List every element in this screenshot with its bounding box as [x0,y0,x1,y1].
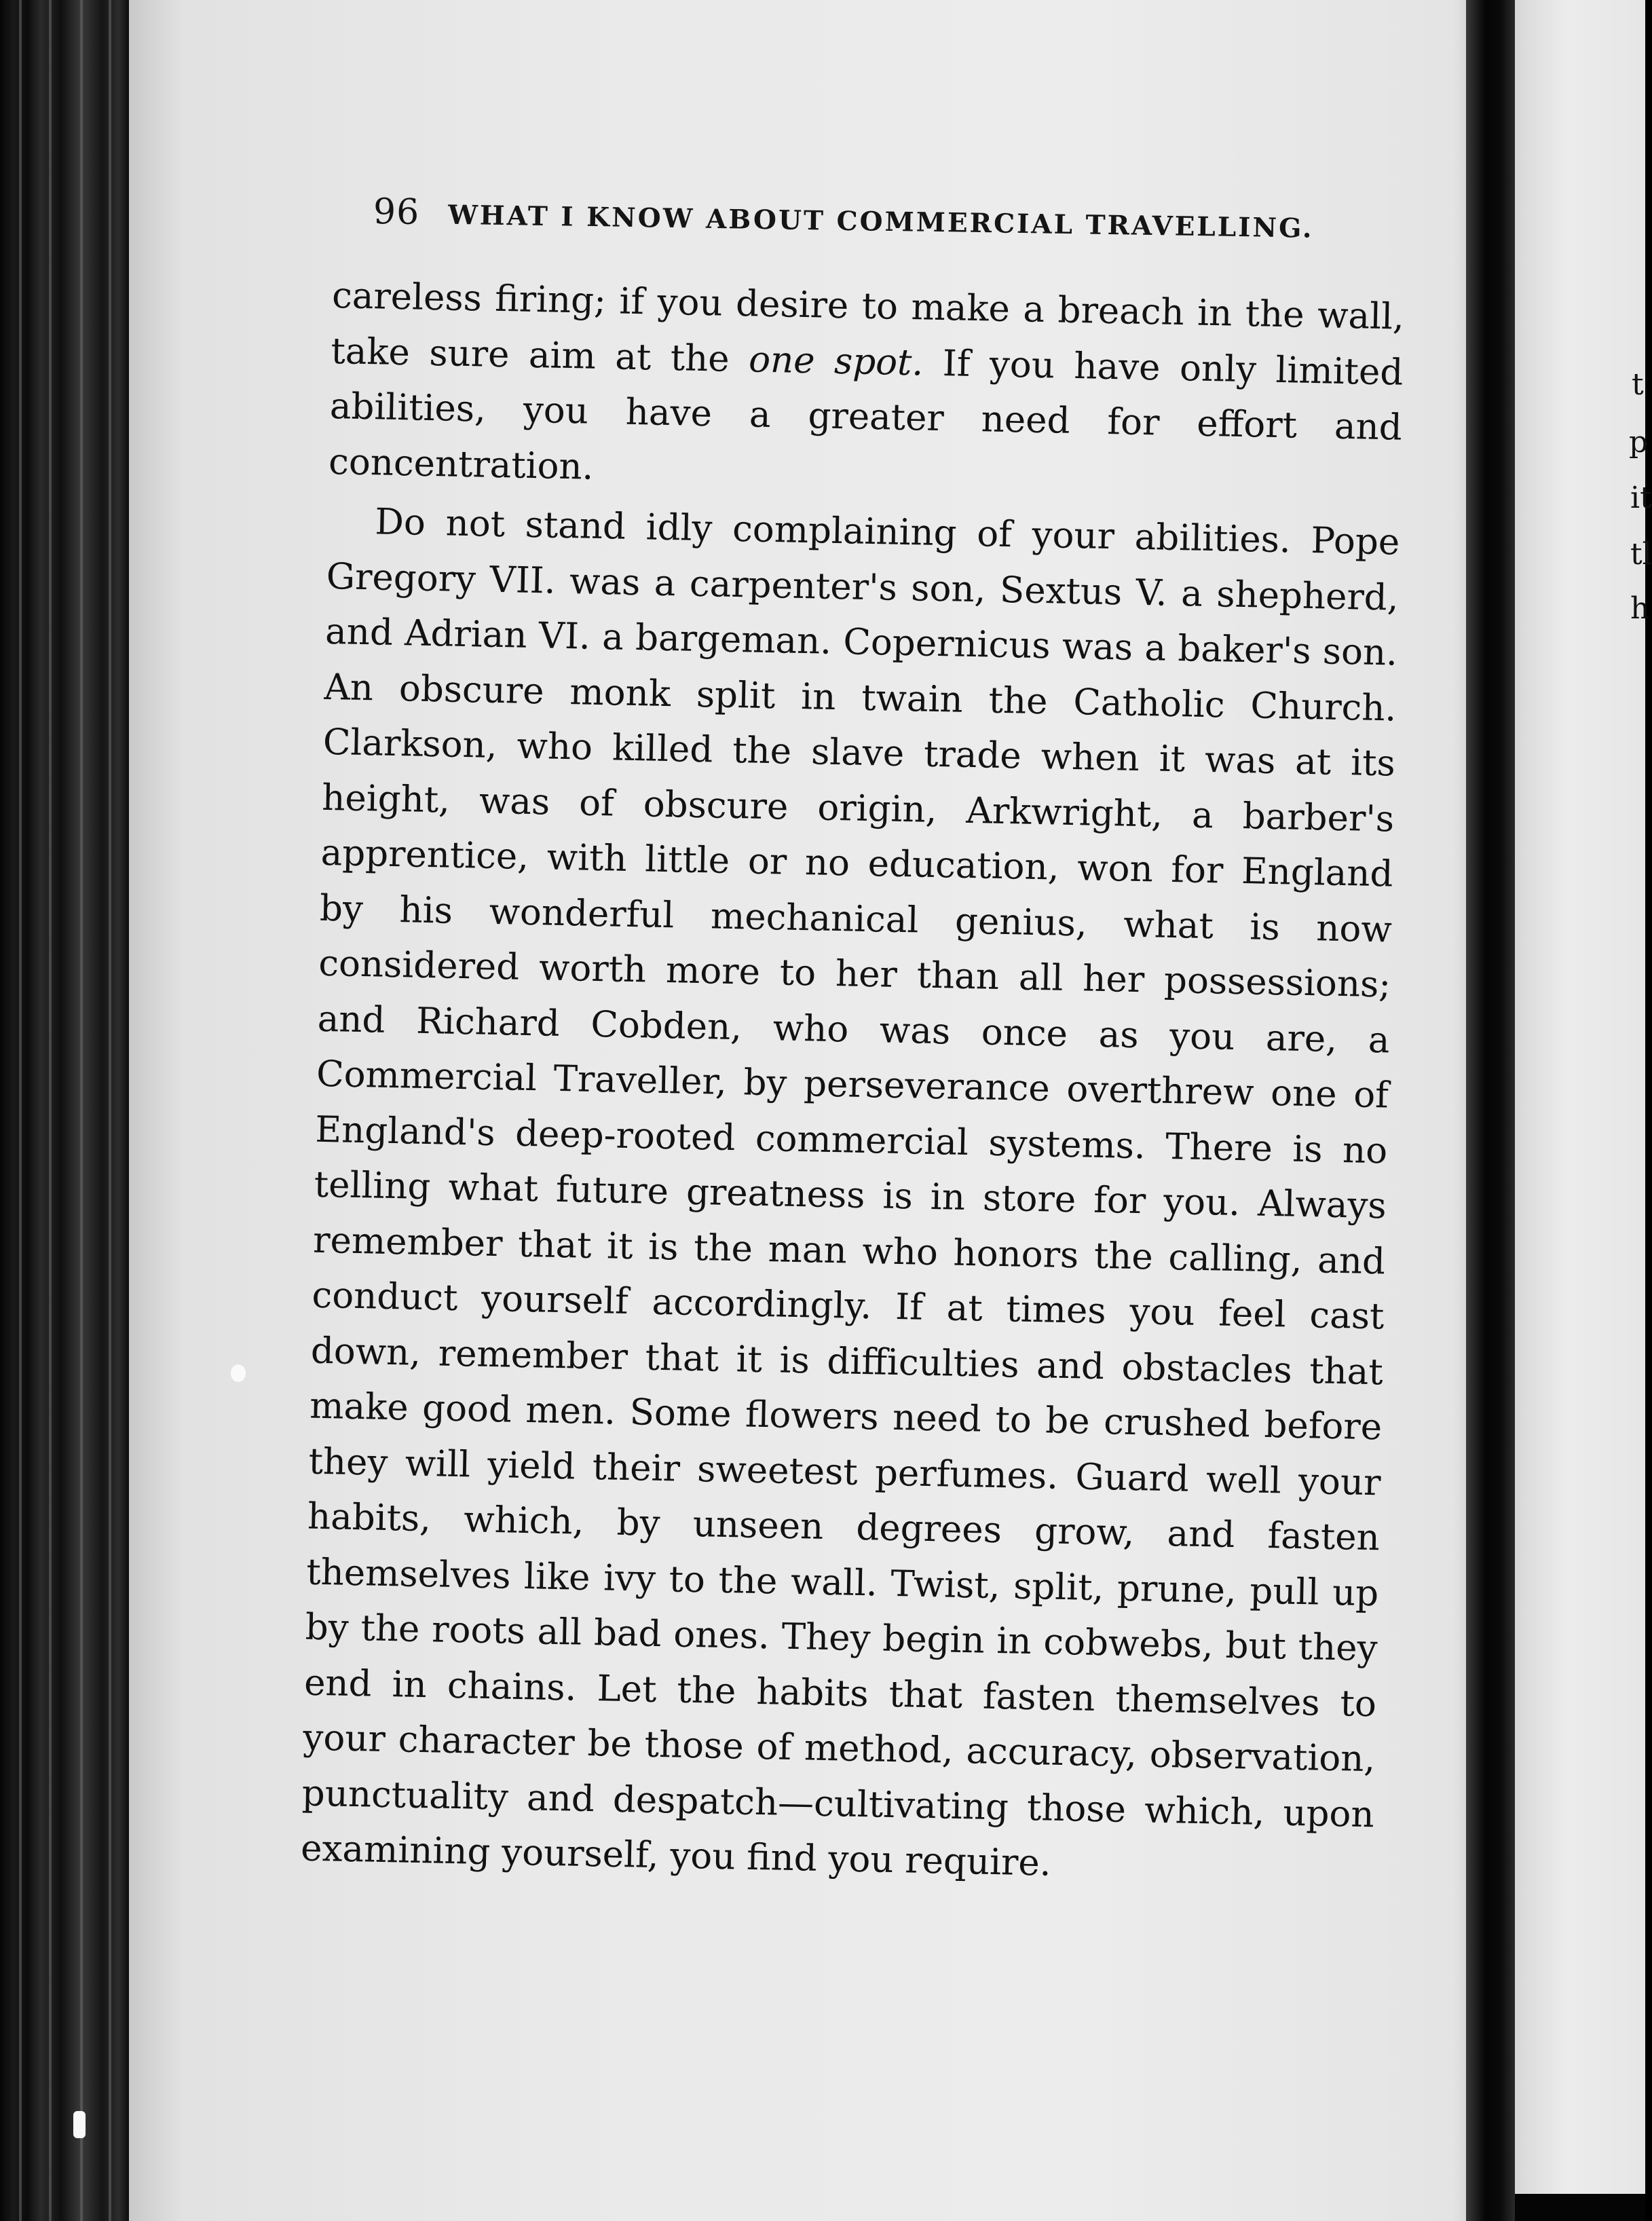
facing-page-letter: tl [1630,537,1652,572]
paragraph-1-end: If you have only limited abilities, you have a greater need for effort and concentration. [328,342,1404,488]
facing-page-letter: p [1629,425,1649,460]
page-number: 96 [373,191,420,234]
facing-page-bottom-edge [1515,2194,1645,2221]
paragraph-2: Do not stand idly complaining of your abilities. Pope Gregory VII. was a carpenter's son, Sextus V. a shepherd, and Adrian VI. a bargeman. Copernicus was a baker's son. An obscure monk split in twain the Catholic Church. Clarkson, who killed the slave trade when it was at its height, was of obscure origin, Arkwright, a barber's apprentice, with little or no education, won for England by his wonderful mechanical genius, what is now considered worth more to her than all her possessions; and Richard Cobden, who was once as you are, a Commercial Traveller, by perseverance overthrew one of England's deep-rooted commercial systems. There is no telling what future greatness is in store for you. Always remember that it is the man who honors the calling, and conduct yourself accordingly. If at times you feel cast down, remember that it is difficulties and obstacles that make good men. Some flowers need to be crushed before they will yield their sweetest perfumes. Guard well your habits, which, by unseen degrees grow, and fasten themselves like ivy to the wall. Twist, split, prune, pull up by the roots all bad ones. They begin in cobwebs, but they end in chains. Let the habits that fasten themselves to your character be those of method, accuracy, observation, punctuality and despatch—cultivating those which, upon examining yourself, you find you require. [300,501,1400,1884]
scan-speck [231,1364,246,1382]
binding-line [19,0,22,2221]
page-body [300,268,1404,1898]
binding-line [49,0,52,2221]
book-binding-edge [0,0,129,2221]
scan-speck [73,2111,86,2138]
paragraph-1-start: careless firing; if you desire to make a breach in the wall, take sure aim at the [330,274,1405,380]
paragraph-1 [328,268,1404,511]
facing-page-letter: t [1632,367,1644,402]
running-head: WHAT I KNOW ABOUT COMMERCIAL TRAVELLING. [447,199,1314,244]
facing-page-fragment [1515,0,1652,2221]
page-gutter [1466,0,1515,2221]
binding-line [80,0,83,2221]
facing-page-letter: it [1630,481,1652,515]
emphasis-text: one spot. [748,338,924,384]
facing-page-letter: h [1630,591,1650,626]
binding-line [109,0,111,2221]
